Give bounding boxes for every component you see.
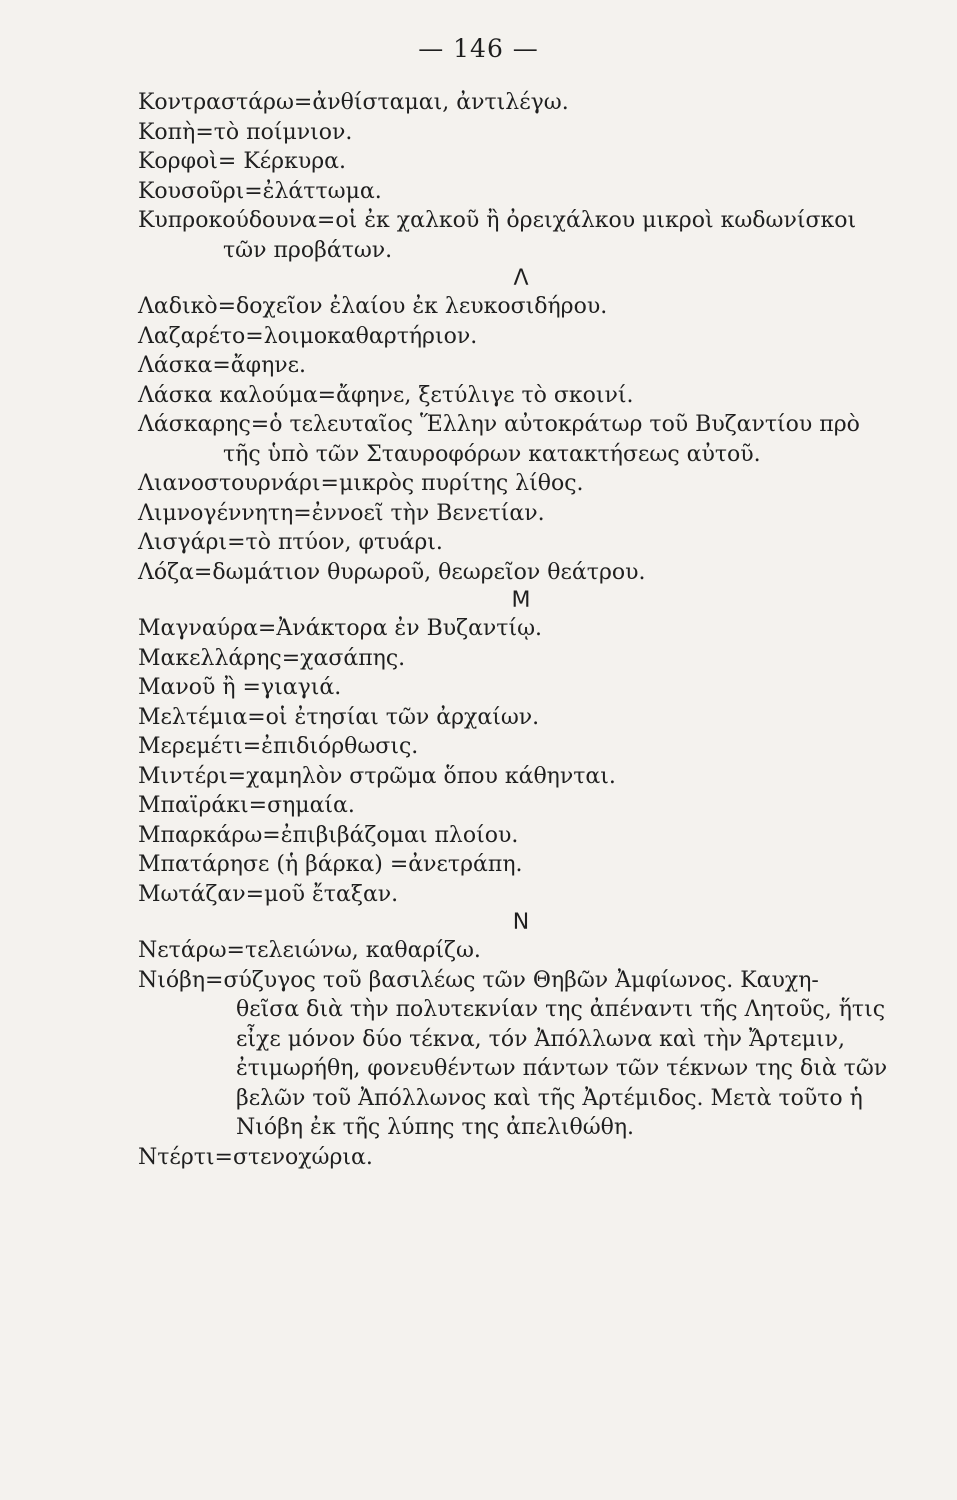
page-number: — 146 — (418, 34, 539, 63)
entry-text: Μανοῦ ἢ =γιαγιά. (138, 675, 342, 700)
section-letter-heading: Λ (513, 266, 529, 291)
entry-text: Λόζα=δωμάτιον θυρωροῦ, θεωρεῖον θεάτρου. (138, 559, 646, 585)
glossary-entry (138, 292, 928, 322)
entry-text: Λάσκαρης=ὁ τελευταῖος Ἕλλην αὐτοκράτωρ τοῦ Βυζαντίου πρὸ (138, 412, 860, 437)
glossary-entry (138, 821, 928, 851)
glossary-entry (138, 880, 928, 910)
glossary-entry (138, 410, 928, 469)
section-letter-heading: Ν (512, 910, 530, 935)
entry-continuation: Νιόβη ἐκ τῆς λύπης της ἀπελιθώθη. (236, 1115, 635, 1140)
entry-continuation: τῶν προβάτων. (223, 237, 393, 263)
glossary-entry (138, 381, 928, 411)
entry-text: Λιμνογέννητη=ἐννοεῖ τὴν Βενετίαν. (138, 500, 545, 526)
glossary-entry (138, 499, 928, 529)
glossary-entry (138, 206, 928, 265)
glossary-entry (138, 966, 928, 1143)
entry-continuation: βελῶν τοῦ Ἀπόλλωνος καὶ τῆς Ἀρτέμιδος. Μετὰ τοῦτο ἡ (236, 1085, 863, 1111)
glossary-entry (138, 791, 928, 821)
glossary-content (138, 88, 928, 1172)
entry-text: Κυπροκούδουνα=οἱ ἐκ χαλκοῦ ἢ ὀρειχάλκου μικροὶ κωδωνίσκοι (138, 208, 857, 233)
glossary-entry (138, 673, 928, 703)
glossary-entry (138, 118, 928, 148)
glossary-entry (138, 762, 928, 792)
glossary-entry (138, 558, 928, 588)
glossary-entry (138, 322, 928, 352)
entry-text: Μπαϊράκι=σημαία. (138, 793, 355, 818)
entry-text: Νιόβη=σύζυγος τοῦ βασιλέως τῶν Θηβῶν Ἀμφίωνος. Καυχη- (138, 967, 819, 993)
glossary-entry (138, 177, 928, 207)
entry-continuation: εἶχε μόνον δύο τέκνα, τόν Ἀπόλλωνα καὶ τὴν Ἄρτεμιν, (236, 1026, 845, 1052)
entry-text: Μακελλάρης=χασάπης. (138, 645, 406, 671)
glossary-entry (138, 351, 928, 381)
entry-text: Ντέρτι=στενοχώρια. (138, 1144, 373, 1170)
glossary-entry (138, 703, 928, 733)
entry-text: Λάσκα=ἄφηνε. (138, 353, 307, 378)
entry-text: Κοπὴ=τὸ ποίμνιον. (138, 119, 353, 145)
entry-text: Μερεμέτι=ἐπιδιόρθωσις. (138, 734, 419, 759)
entry-text: Λάσκα καλούμα=ἄφηνε, ξετύλιγε τὸ σκοινί. (138, 382, 634, 408)
entry-text: Κορφοὶ= Κέρκυρα. (138, 149, 346, 174)
section-letter-heading: Μ (511, 588, 531, 613)
entry-text: Νετάρω=τελειώνω, καθαρίζω. (138, 938, 481, 963)
glossary-entry (138, 644, 928, 674)
glossary-entry (138, 528, 928, 558)
entry-text: Λισγάρι=τὸ πτύον, φτυάρι. (138, 530, 443, 555)
entry-continuation: θεῖσα διὰ τὴν πολυτεκνίαν της ἀπέναντι τῆς Λητοῦς, ἥτις (236, 997, 886, 1022)
entry-continuation: ἐτιμωρήθη, φονευθέντων πάντων τῶν τέκνων της διὰ τῶν (236, 1056, 888, 1081)
entry-text: Λιανοστουρνάρι=μικρὸς πυρίτης λίθος. (138, 471, 584, 496)
entry-text: Μωτάζαν=μοῦ ἔταξαν. (138, 881, 399, 907)
glossary-entry (138, 469, 928, 499)
entry-continuation: τῆς ὑπὸ τῶν Σταυροφόρων κατακτήσεως αὐτοῦ. (223, 441, 761, 467)
entry-text: Μπατάρησε (ἡ βάρκα) =ἀνετράπη. (138, 852, 523, 877)
glossary-entry (138, 88, 928, 118)
glossary-entry (138, 1143, 928, 1173)
glossary-entry (138, 732, 928, 762)
glossary-entry (138, 147, 928, 177)
glossary-entry (138, 614, 928, 644)
entry-text: Μπαρκάρω=ἐπιβιβάζομαι πλοίου. (138, 822, 519, 848)
entry-text: Κουσοῦρι=ἐλάττωμα. (138, 178, 382, 204)
glossary-entry (138, 850, 928, 880)
entry-text: Μαγναύρα=Ἀνάκτορα ἐν Βυζαντίῳ. (138, 616, 543, 641)
entry-text: Μελτέμια=οἱ ἐτησίαι τῶν ἀρχαίων. (138, 704, 540, 730)
entry-text: Λαζαρέτο=λοιμοκαθαρτήριον. (138, 323, 478, 349)
entry-text: Κοντραστάρω=ἀνθίσταμαι, ἀντιλέγω. (138, 90, 569, 115)
entry-text: Μιντέρι=χαμηλὸν στρῶμα ὅπου κάθηνται. (138, 763, 616, 789)
entry-text: Λαδικὸ=δοχεῖον ἐλαίου ἐκ λευκοσιδήρου. (138, 294, 608, 319)
glossary-entry (138, 936, 928, 966)
